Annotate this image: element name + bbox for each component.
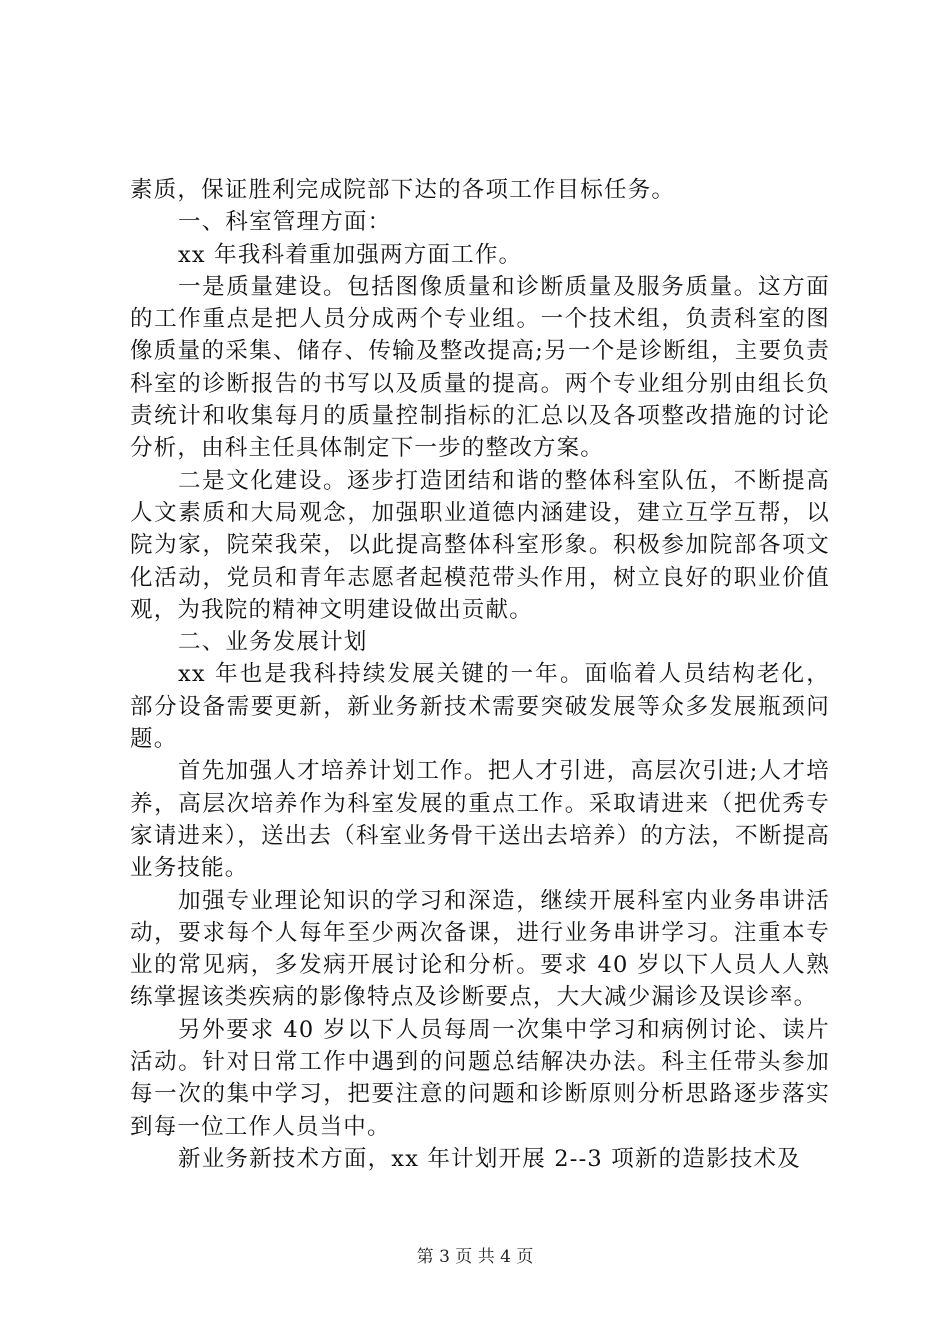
paragraph: 一、科室管理方面： [178,209,392,236]
paragraph: 素质，保证胜利完成院部下达的各项工作目标任务。 [130,177,676,203]
paragraph: 二是文化建设。逐步打造团结和谐的整体科室队伍，不断提高人文素质和大局观念，加强职业道德内涵建设，建立互学互帮，以院为家，院荣我荣，以此提高整体科室形象。积极参加院部各项文化活动，党员和青年志愿者起模范带头作用，树立良好的职业价值观，为我院的精神文明建设做出贡献。 [130,467,830,623]
document-body [130,174,830,1175]
paragraph: 二、业务发展计划 [178,629,368,656]
page-footer: 第 3 页 共 4 页 [416,1247,534,1267]
paragraph: xx 年也是我科持续发展关键的一年。面临着人员结构老化，部分设备需要更新，新业务新技术需要突破发展等众多发展瓶颈问题。 [130,661,830,753]
paragraph: 另外要求 40 岁以下人员每周一次集中学习和病例讨论、读片活动。针对日常工作中遇到的问题总结解决办法。科主任带头参加每一次的集中学习，把要注意的问题和诊断原则分析思路逐步落实到每一位工作人员当中。 [130,1016,830,1140]
paragraph: 新业务新技术方面，xx 年计划开展 2--3 项新的造影技术及 [178,1145,801,1172]
paragraph: 加强专业理论知识的学习和深造，继续开展科室内业务串讲活动，要求每个人每年至少两次备课，进行业务串讲学习。注重本专业的常见病，多发病开展讨论和分析。要求 40 岁以下人员人人熟练掌握该类疾病的影像特点及诊断要点，大大减少漏诊及误诊率。 [130,887,830,1011]
paragraph: 首先加强人才培养计划工作。把人才引进，高层次引进;人才培养，高层次培养作为科室发展的重点工作。采取请进来（把优秀专家请进来），送出去（科室业务骨干送出去培养）的方法，不断提高业务技能。 [130,758,830,882]
paragraph: xx 年我科着重加强两方面工作。 [178,241,523,268]
paragraph: 一是质量建设。包括图像质量和诊断质量及服务质量。这方面的工作重点是把人员分成两个专业组。一个技术组，负责科室的图像质量的采集、储存、传输及整改提高;另一个是诊断组，主要负责科室的诊断报告的书写以及质量的提高。两个专业组分别由组长负责统计和收集每月的质量控制指标的汇总以及各项整改措施的讨论分析，由科主任具体制定下一步的整改方案。 [130,273,830,462]
